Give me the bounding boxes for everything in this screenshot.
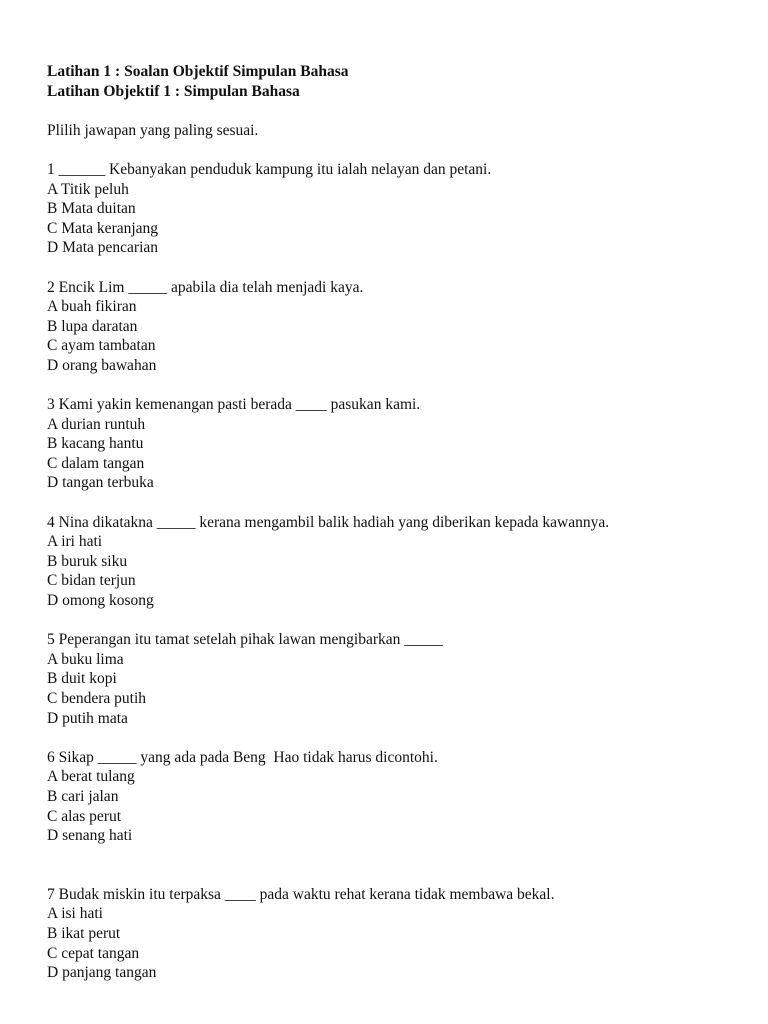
question-5	[47, 630, 747, 728]
option-a: A isi hati	[47, 905, 103, 923]
question-4	[47, 513, 747, 611]
option-b: B Mata duitan	[47, 200, 136, 218]
spacer	[47, 101, 747, 121]
document-title: Latihan 1 : Soalan Objektif Simpulan Bahasa	[47, 63, 349, 80]
option-a: A berat tulang	[47, 768, 135, 786]
document-subtitle: Latihan Objektif 1 : Simpulan Bahasa	[47, 82, 300, 100]
question-3	[47, 395, 747, 493]
option-b: B buruk siku	[47, 552, 128, 570]
question-text: 3 Kami yakin kemenangan pasti berada ____ pasukan kami.	[47, 396, 421, 414]
option-c: C bidan terjun	[47, 572, 136, 590]
spacer	[47, 258, 747, 278]
option-b: B cari jalan	[47, 787, 119, 805]
option-d: D Mata pencarian	[47, 239, 159, 257]
question-text: 7 Budak miskin itu terpaksa ____ pada waktu rehat kerana tidak membawa bekal.	[47, 885, 555, 903]
option-b: B duit kopi	[47, 670, 117, 688]
question-text: 6 Sikap _____ yang ada pada Beng Hao tidak harus dicontohi.	[47, 748, 438, 766]
option-c: C cepat tangan	[47, 944, 140, 962]
question-text: 1 ______ Kebanyakan penduduk kampung itu ialah nelayan dan petani.	[47, 160, 492, 178]
spacer	[47, 611, 747, 631]
question-6	[47, 748, 747, 846]
option-b: B kacang hantu	[47, 435, 144, 453]
question-7	[47, 885, 747, 983]
option-d: D orang bawahan	[47, 356, 157, 374]
question-1	[47, 160, 747, 258]
option-c: C Mata keranjang	[47, 219, 159, 237]
document-page	[47, 62, 747, 983]
option-a: A iri hati	[47, 533, 103, 551]
spacer	[47, 846, 747, 885]
option-d: D senang hati	[47, 827, 133, 845]
spacer	[47, 728, 747, 748]
option-c: C bendera putih	[47, 690, 147, 707]
question-2	[47, 278, 747, 376]
option-d: D putih mata	[47, 709, 128, 727]
instruction-text: Plilih jawapan yang paling sesuai.	[47, 121, 259, 139]
option-c: C alas perut	[47, 807, 122, 825]
question-text: 4 Nina dikatakna _____ kerana mengambil balik hadiah yang diberikan kepada kawannya.	[47, 513, 610, 531]
option-c: C ayam tambatan	[47, 337, 156, 355]
option-d: D tangan terbuka	[47, 474, 154, 492]
option-d: D omong kosong	[47, 592, 154, 610]
option-b: B lupa daratan	[47, 317, 138, 335]
spacer	[47, 376, 747, 396]
option-a: A Titik peluh	[47, 180, 129, 198]
question-text: 5 Peperangan itu tamat setelah pihak lawan mengibarkan _____	[47, 631, 443, 649]
option-c: C dalam tangan	[47, 454, 145, 472]
option-a: A durian runtuh	[47, 415, 146, 433]
spacer	[47, 493, 747, 513]
option-b: B ikat perut	[47, 924, 121, 942]
option-d: D panjang tangan	[47, 964, 157, 982]
question-text: 2 Encik Lim _____ apabila dia telah menjadi kaya.	[47, 278, 364, 296]
option-a: A buku lima	[47, 650, 124, 668]
option-a: A buah fikiran	[47, 298, 137, 316]
spacer	[47, 140, 747, 160]
